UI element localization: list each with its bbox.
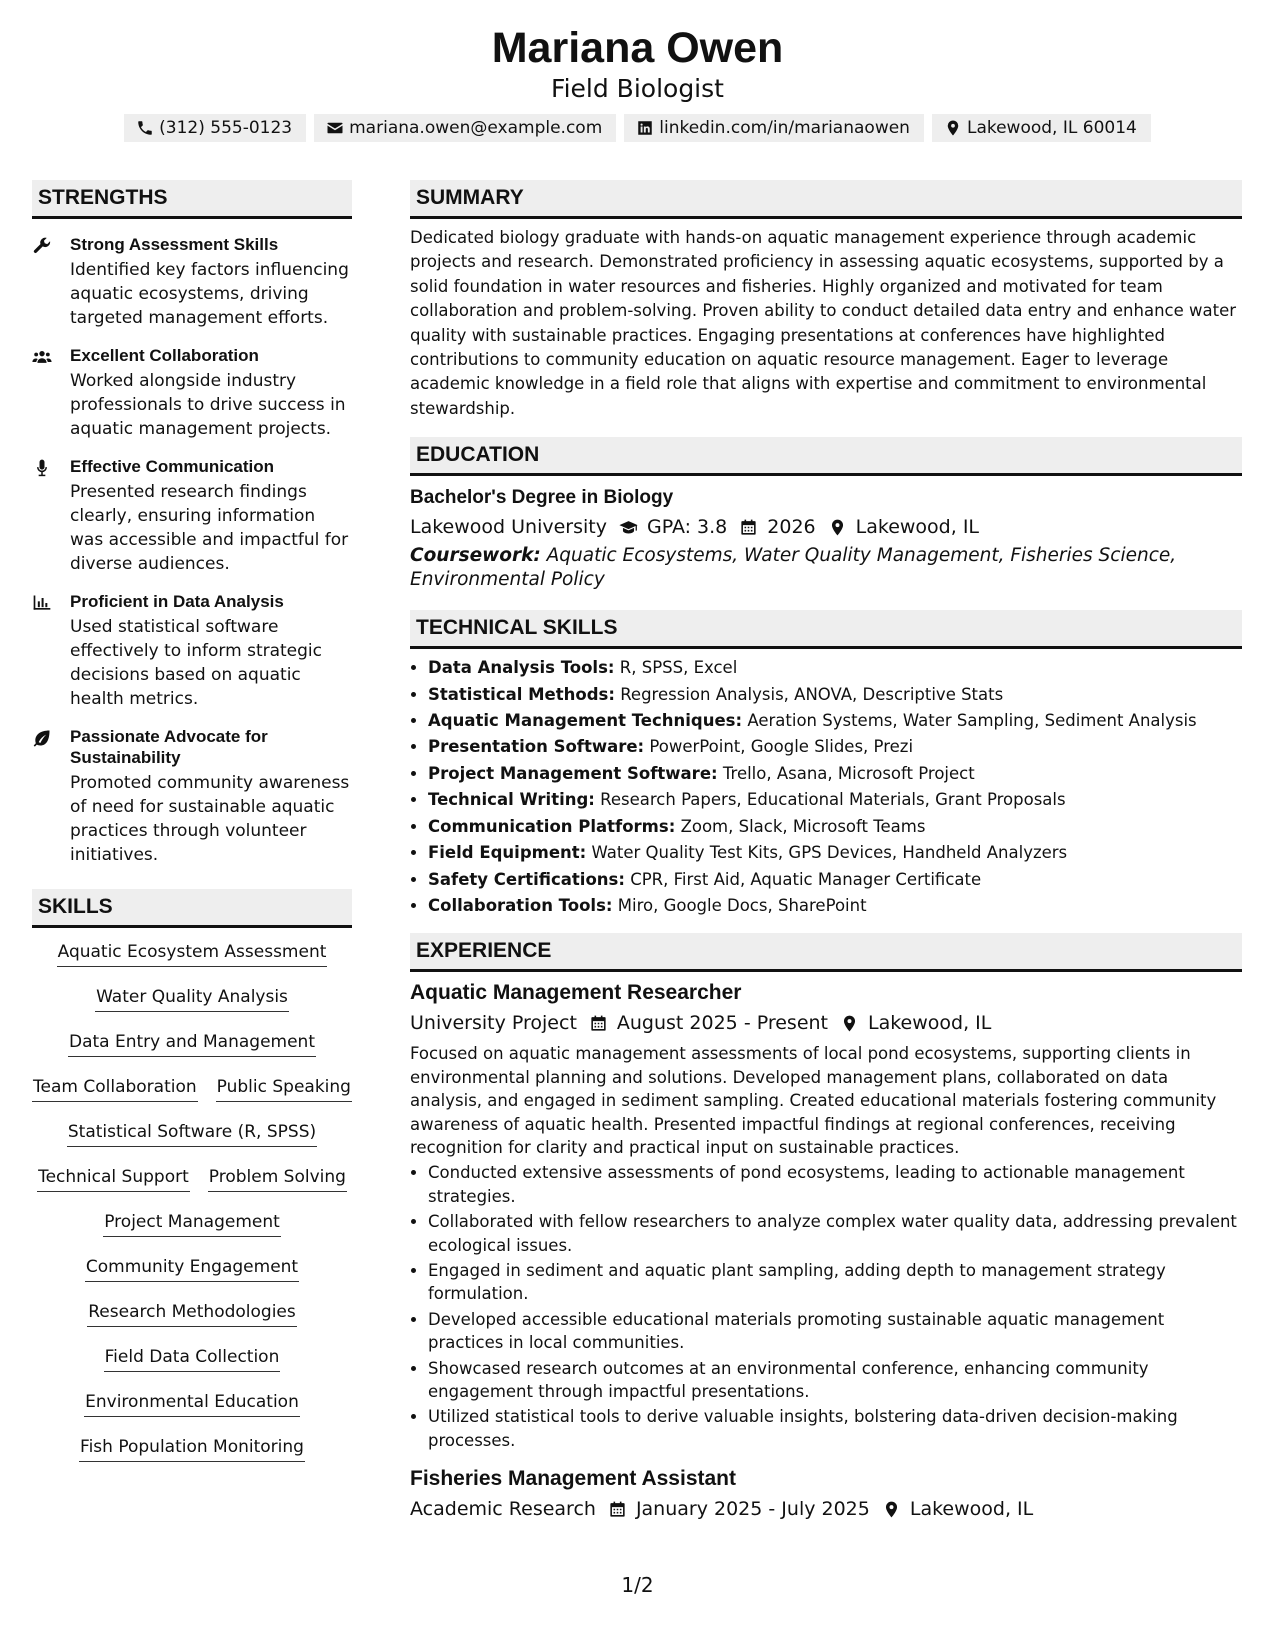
map-pin-icon: [840, 1014, 859, 1033]
envelope-icon: [326, 119, 344, 137]
left-column: [32, 180, 352, 1478]
skills-heading: SKILLS: [32, 889, 352, 928]
job-location: Lakewood, IL: [909, 1498, 1034, 1521]
linkedin-icon: [636, 119, 654, 137]
map-pin-icon: [882, 1500, 901, 1519]
job-description: Focused on aquatic management assessments of local pond ecosystems, supporting clients in environmental planning and solutions. Developed management plans, collaborated on data analysis, and engaged in sediment sampling. Created educational materials fostering community awareness of aquatic health. Presented impactful findings at regional conferences, receiving recognition for clarity and practical input on sustainable practices.: [410, 1044, 1217, 1157]
candidate-name: Mariana Owen: [491, 24, 784, 72]
job-org: Academic Research: [410, 1498, 596, 1521]
skill-tag: Aquatic Ecosystem Assessment: [57, 938, 328, 967]
list-item: • Safety Certifications: CPR, First Aid, Aquatic Manager Certificate: [428, 867, 1242, 893]
gpa-text: GPA: 3.8: [646, 516, 728, 539]
strength-item: [32, 591, 352, 711]
experience-heading: EXPERIENCE: [410, 933, 1242, 972]
strength-item: [32, 234, 352, 330]
job-dates: January 2025 - July 2025: [635, 1498, 870, 1521]
strength-desc: Identified key factors influencing aquatic ecosystems, driving targeted management efforts.: [70, 260, 349, 328]
job-dates: August 2025 - Present: [616, 1012, 828, 1035]
strength-item: [32, 726, 352, 867]
list-item: • Collaboration Tools: Miro, Google Docs, SharePoint: [428, 893, 1242, 919]
calendar-icon: [608, 1500, 627, 1519]
list-item: • Conducted extensive assessments of pond ecosystems, leading to actionable management strategies.: [428, 1161, 1242, 1208]
education-heading: EDUCATION: [410, 437, 1242, 476]
users-icon: [32, 347, 52, 367]
list-item: • Technical Writing: Research Papers, Educational Materials, Grant Proposals: [428, 787, 1242, 813]
strength-item: [32, 345, 352, 441]
skill-tag: Public Speaking: [216, 1073, 352, 1102]
job-org: University Project: [410, 1012, 577, 1035]
coursework-label: Coursework:: [410, 545, 541, 567]
coursework-list: Aquatic Ecosystems, Water Quality Management, Fisheries Science, Environmental Policy: [410, 545, 1177, 591]
contact-location: [932, 114, 1151, 142]
summary-text: Dedicated biology graduate with hands-on aquatic management experience through academic projects and research. Demonstrated proficiency in assessing aquatic ecosystems, supported by a solid foundation in water resources and fisheries. Highly organized and motivated for team collaboration and problem-solving. Proven ability to conduct detailed data entry and enhance water quality with sustainable practices. Engaging presentations at conferences have highlighted contributions to community education on aquatic resource management. Eager to leverage academic knowledge in a field role that aligns with expertise and commitment to environmental stewardship.: [410, 228, 1237, 418]
list-item: • Developed accessible educational materials promoting sustainable aquatic management practices in local communities.: [428, 1308, 1242, 1355]
leaf-icon: [32, 728, 52, 748]
coursework: [410, 544, 1242, 592]
job-location: Lakewood, IL: [868, 1012, 992, 1035]
skill-tag: Field Data Collection: [104, 1343, 281, 1372]
list-item: • Field Equipment: Water Quality Test Kits, GPS Devices, Handheld Analyzers: [428, 840, 1242, 866]
strength-item: [32, 456, 352, 576]
location-text: Lakewood, IL 60014: [966, 118, 1137, 138]
email-text: mariana.owen@example.com: [349, 118, 603, 138]
page-number: 1/2: [621, 1573, 654, 1597]
job-title: Aquatic Management Researcher: [410, 981, 742, 1005]
job-title: Fisheries Management Assistant: [410, 1467, 736, 1491]
technical-skills-list: [410, 655, 1242, 919]
skill-tag: Project Management: [103, 1208, 281, 1237]
phone-icon: [136, 119, 154, 137]
strength-desc: Worked alongside industry professionals to drive success in aquatic management projects.: [70, 371, 346, 439]
strength-desc: Promoted community awareness of need for sustainable aquatic practices through volunteer initiatives.: [70, 773, 350, 865]
bar-chart-icon: [32, 593, 52, 613]
skill-tag: Statistical Software (R, SPSS): [67, 1118, 317, 1147]
contact-email[interactable]: [314, 114, 616, 142]
strength-title: Passionate Advocate for Sustainability: [70, 727, 268, 767]
list-item: • Project Management Software: Trello, Asana, Microsoft Project: [428, 761, 1242, 787]
contact-bar: [0, 114, 1275, 142]
strength-title: Proficient in Data Analysis: [70, 592, 284, 611]
degree-title: Bachelor's Degree in Biology: [410, 487, 674, 509]
skill-tag: Community Engagement: [85, 1253, 299, 1282]
graduation-cap-icon: [619, 518, 638, 537]
list-item: • Data Analysis Tools: R, SPSS, Excel: [428, 655, 1242, 681]
microphone-icon: [32, 458, 52, 478]
technical-skills-heading: TECHNICAL SKILLS: [410, 610, 1242, 649]
list-item: • Statistical Methods: Regression Analysis, ANOVA, Descriptive Stats: [428, 682, 1242, 708]
skill-tag: Problem Solving: [208, 1163, 347, 1192]
skill-tag: Fish Population Monitoring: [79, 1433, 305, 1462]
job-bullets: [410, 1161, 1242, 1452]
school-location: Lakewood, IL: [855, 516, 980, 539]
job-meta: [410, 1494, 1242, 1524]
skill-tag: Environmental Education: [84, 1388, 300, 1417]
phone-text: (312) 555-0123: [159, 118, 293, 138]
right-column: [410, 180, 1242, 1524]
list-item: • Engaged in sediment and aquatic plant sampling, adding depth to management strategy formulation.: [428, 1259, 1242, 1306]
wrench-icon: [32, 236, 52, 256]
calendar-icon: [739, 518, 758, 537]
strength-desc: Used statistical software effectively to inform strategic decisions based on aquatic health metrics.: [70, 617, 322, 709]
education-meta: [410, 512, 1242, 542]
skill-tag: Water Quality Analysis: [95, 983, 289, 1012]
graduation-year: 2026: [767, 516, 816, 539]
skill-tag: Team Collaboration: [32, 1073, 198, 1102]
linkedin-text: linkedin.com/in/marianaowen: [659, 118, 910, 138]
contact-phone[interactable]: [124, 114, 306, 142]
map-pin-icon: [828, 518, 847, 537]
list-item: • Collaborated with fellow researchers to analyze complex water quality data, addressing prevalent ecological issues.: [428, 1210, 1242, 1257]
list-item: • Aquatic Management Techniques: Aeration Systems, Water Sampling, Sediment Analysis: [428, 708, 1242, 734]
summary-heading: SUMMARY: [410, 180, 1242, 219]
list-item: • Communication Platforms: Zoom, Slack, Microsoft Teams: [428, 814, 1242, 840]
school-name: Lakewood University: [410, 516, 607, 539]
skill-tag: Technical Support: [37, 1163, 190, 1192]
strength-desc: Presented research findings clearly, ensuring information was accessible and impactful for diverse audiences.: [70, 482, 349, 574]
job-meta: [410, 1008, 1242, 1038]
resume-header: [0, 22, 1275, 142]
strength-title: Effective Communication: [70, 457, 275, 476]
contact-linkedin[interactable]: [624, 114, 924, 142]
strength-title: Excellent Collaboration: [70, 346, 259, 365]
candidate-title: Field Biologist: [551, 74, 724, 103]
list-item: • Showcased research outcomes at an environmental conference, enhancing community engagement through impactful presentations.: [428, 1357, 1242, 1404]
calendar-icon: [589, 1014, 608, 1033]
skill-tag: Data Entry and Management: [68, 1028, 316, 1057]
strength-title: Strong Assessment Skills: [70, 235, 279, 254]
skills-list: [32, 938, 352, 1478]
map-pin-icon: [944, 119, 962, 137]
strengths-heading: STRENGTHS: [32, 180, 352, 219]
list-item: • Utilized statistical tools to derive valuable insights, bolstering data-driven decision-making processes.: [428, 1405, 1242, 1452]
list-item: • Presentation Software: PowerPoint, Google Slides, Prezi: [428, 734, 1242, 760]
skill-tag: Research Methodologies: [87, 1298, 297, 1327]
